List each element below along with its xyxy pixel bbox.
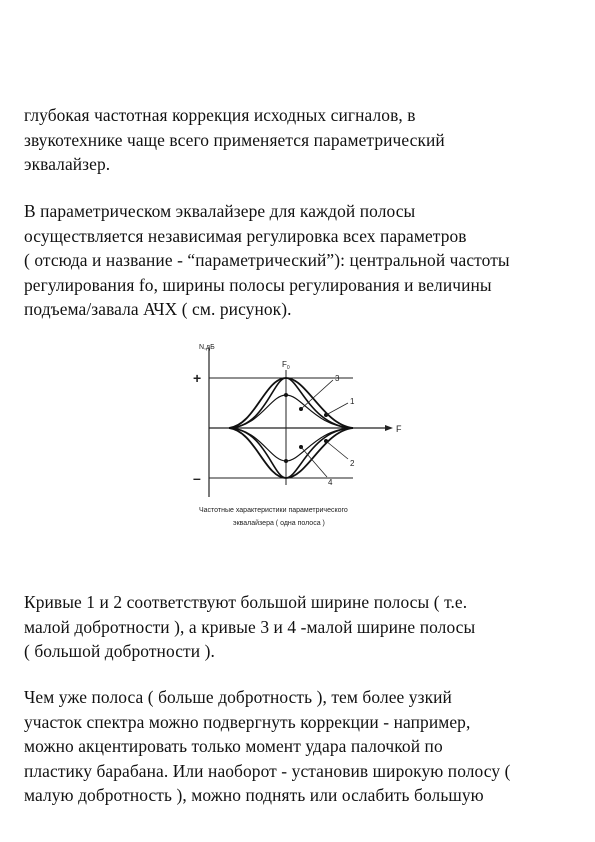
text-line: ( большой добротности ).: [24, 641, 215, 662]
text-line: глубокая частотная коррекция исходных сигналов, в: [24, 105, 416, 125]
text-line: участок спектра можно подвергнуть коррекции - например,: [24, 711, 471, 732]
curve-marker: [284, 393, 288, 397]
y-axis-label: N,дБ: [199, 344, 215, 351]
text-line: регулирования fo, ширины полосы регулирования и величины: [24, 274, 492, 295]
text-line: малой добротности ), а кривые 3 и 4 -малой ширине полосы: [24, 616, 476, 637]
figure-caption-line: эквалайзера ( одна полоса ): [233, 520, 325, 527]
curve-2-wide-cut: [229, 428, 353, 478]
leader-line-4: [301, 447, 327, 477]
center-frequency-label: $F_0$: [282, 360, 290, 371]
plus-sign: +: [193, 370, 202, 386]
curve-label-1: 1: [350, 397, 355, 406]
text-line: ( отсюда и название - “параметрический”): центральной частоты: [24, 250, 510, 271]
curve-label-2: 2: [350, 459, 355, 468]
curve-label-4: 4: [328, 478, 333, 487]
leader-line-3: [301, 380, 333, 409]
curve-low-boost: [229, 395, 353, 428]
curve-marker: [284, 459, 288, 463]
text-line: можно акцентировать только момент удара палочкой по: [24, 736, 443, 757]
leader-line-2: [326, 441, 348, 459]
leader-line-1: [326, 403, 348, 415]
text-line: малую добротность ), можно поднять или ослабить большую: [24, 785, 484, 806]
text-line: эквалайзер.: [24, 154, 111, 175]
text-line: Чем уже полоса ( больше добротность ), тем более узкий: [24, 687, 452, 707]
paragraph-1: [24, 103, 576, 177]
text-line: Кривые 1 и 2 соответствуют большой ширине полосы ( т.е.: [24, 592, 468, 612]
paragraph-2: [24, 199, 576, 322]
curve-1-wide-boost: [229, 378, 353, 428]
text-line: пластику барабана. Или наоборот - установив широкую полосу (: [24, 760, 511, 781]
paragraph-4: [24, 685, 576, 808]
x-axis-label: F: [396, 424, 402, 434]
curve-low-cut: [229, 428, 353, 461]
text-line: В параметрическом эквалайзере для каждой полосы: [24, 201, 416, 221]
x-axis-arrow: [385, 425, 393, 431]
text-line: подъема/завала АЧХ ( см. рисунок).: [24, 299, 292, 320]
curve-label-3: 3: [335, 374, 340, 383]
text-line: осуществляется независимая регулировка всех параметров: [24, 225, 467, 246]
figure-caption-line: Частотные характеристики параметрического: [199, 507, 348, 514]
paragraph-3: [24, 590, 576, 664]
text-line: звукотехнике чаще всего применяется параметрический: [24, 129, 445, 150]
equalizer-response-figure: [185, 335, 420, 535]
minus-sign: –: [193, 470, 201, 486]
